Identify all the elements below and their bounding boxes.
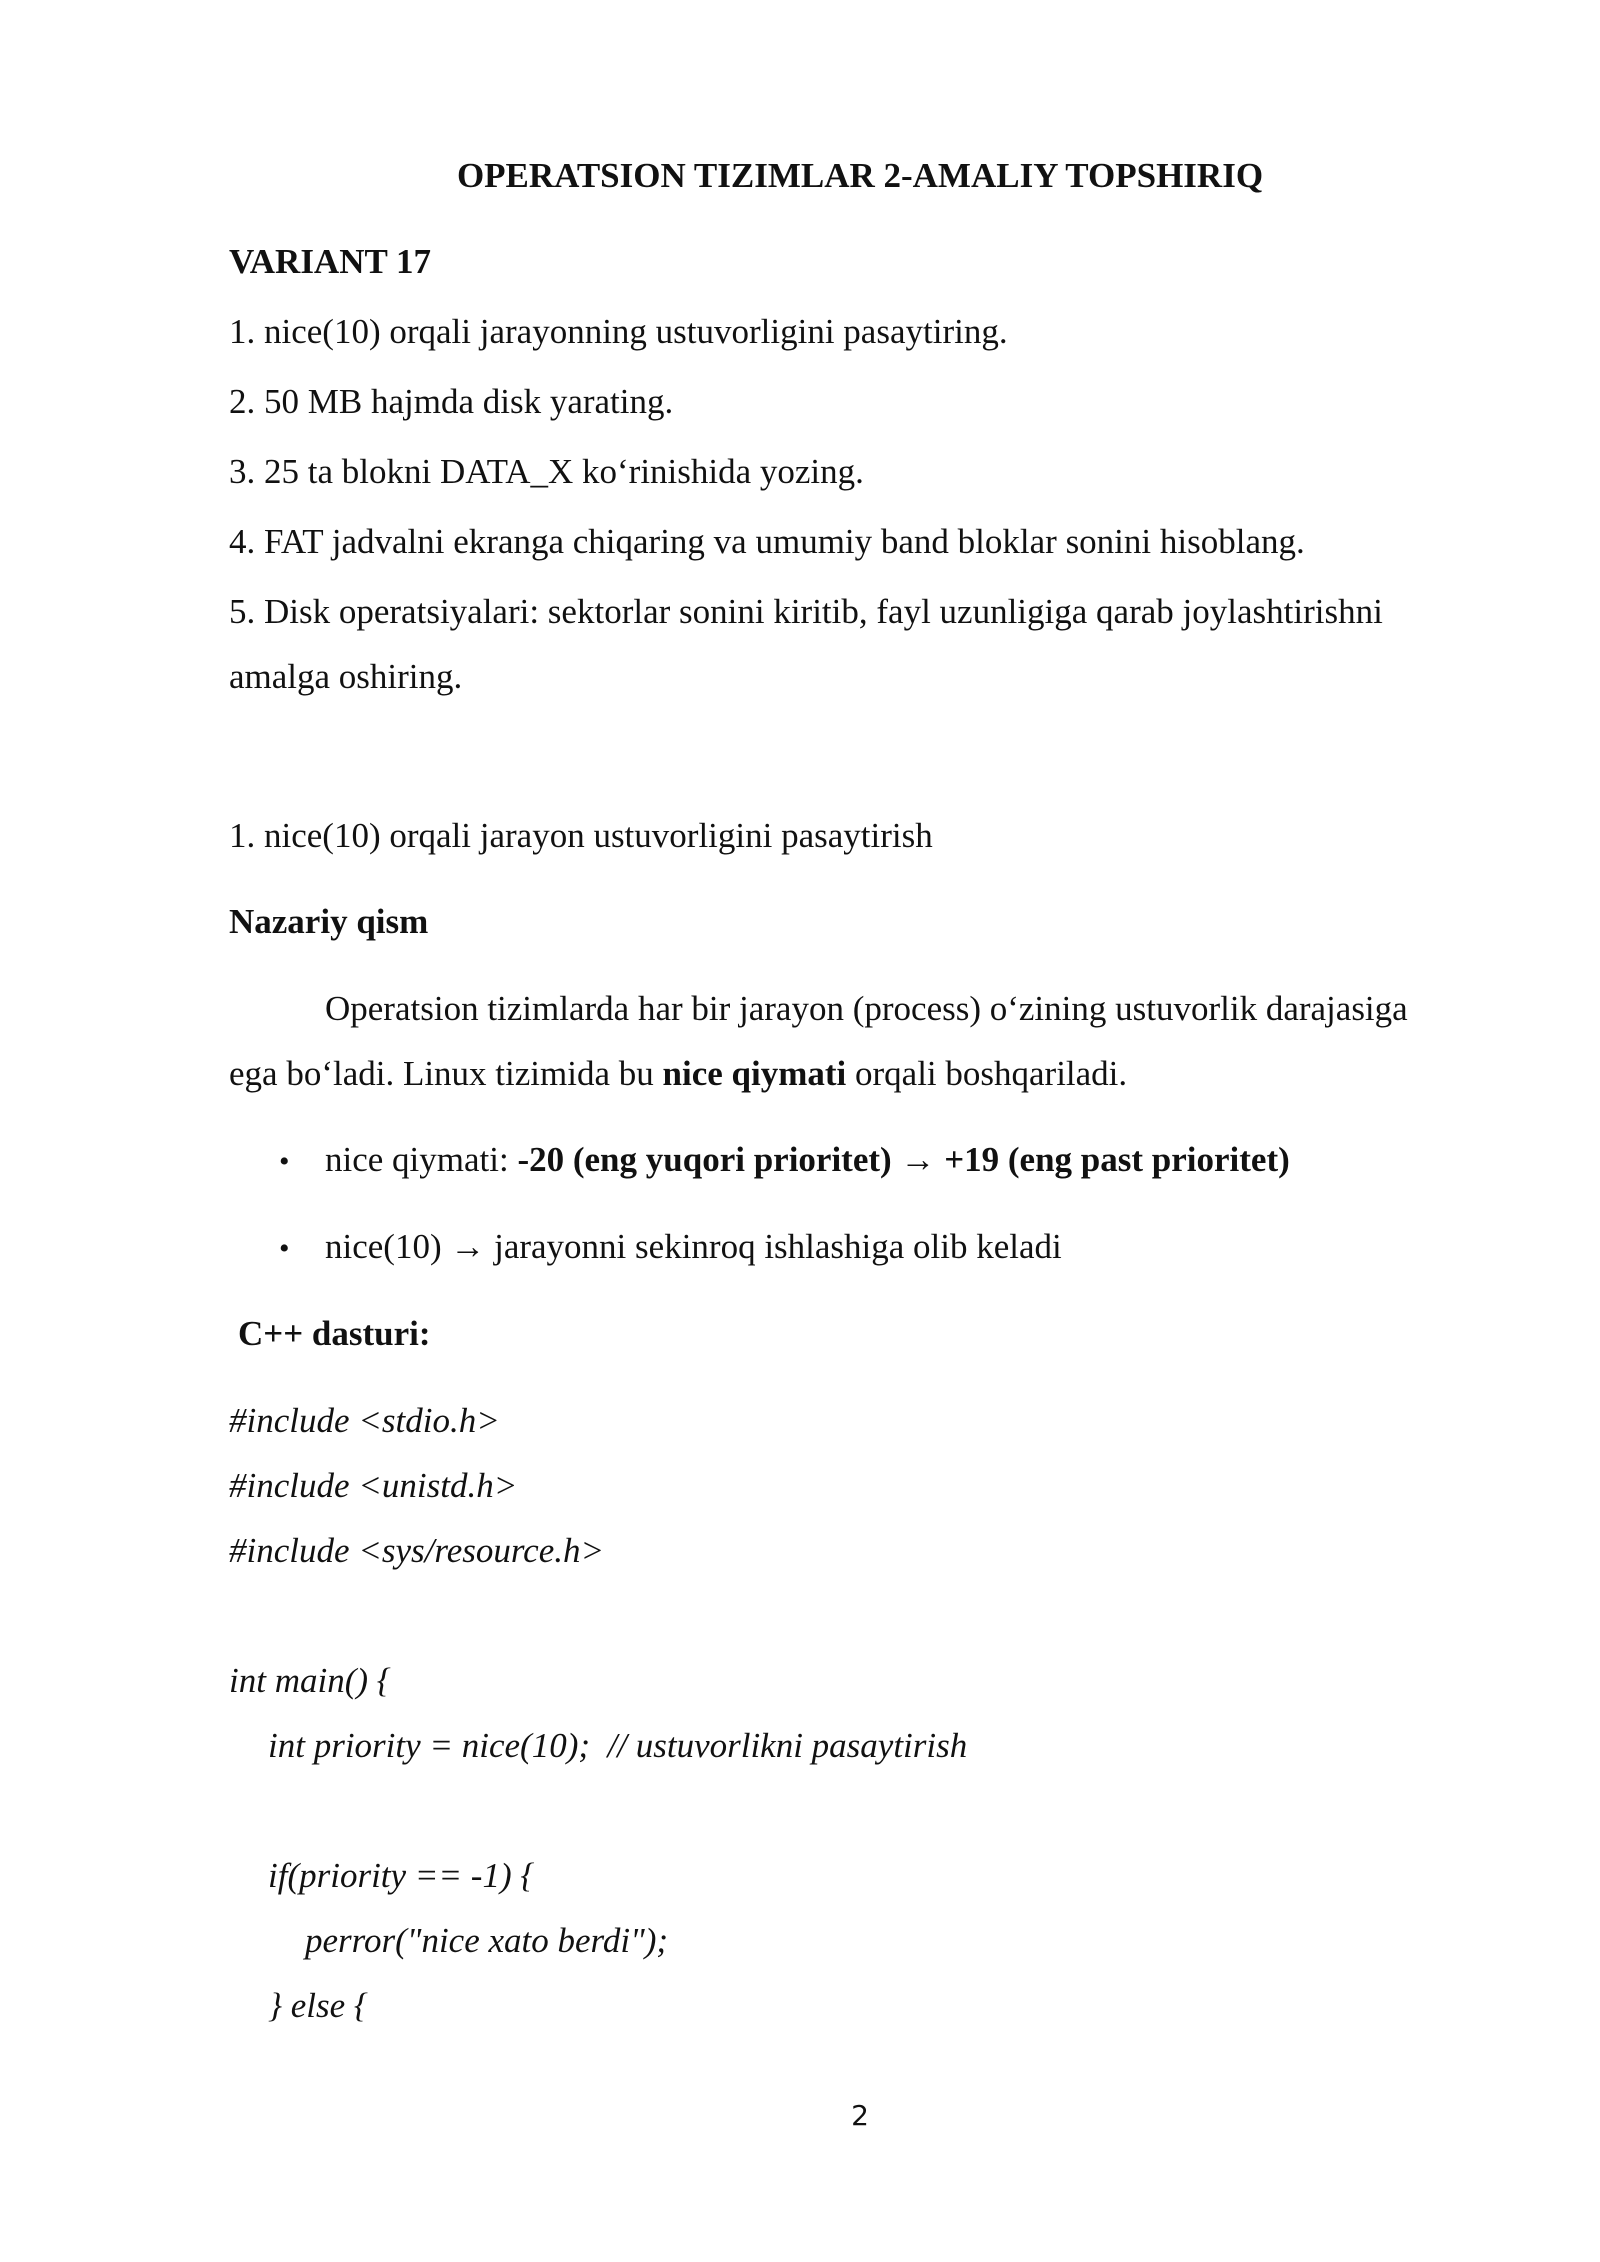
- task-item-5: 5. Disk operatsiyalari: sektorlar sonini kiritib, fayl uzunligiga qarab joylashtirishni: [229, 592, 1383, 631]
- bullet-marker: •: [279, 1145, 290, 1178]
- bullet-text: nice(10): [325, 1227, 451, 1266]
- code-line: #include <sys/resource.h>: [229, 1531, 605, 1570]
- bullet-item-nice-10: [325, 1225, 1062, 1269]
- page-number: 2: [851, 2099, 869, 2132]
- section-heading: 1. nice(10) orqali jarayon ustuvorligini pasaytirish: [229, 816, 933, 855]
- code-line: int main() {: [229, 1661, 391, 1700]
- code-line: int priority = nice(10); // ustuvorlikni pasaytirish: [268, 1726, 968, 1765]
- code-line: if(priority == -1) {: [268, 1856, 535, 1895]
- arrow-icon: →: [450, 1227, 486, 1266]
- theory-paragraph-line-1: Operatsion tizimlarda har bir jarayon (process) o‘zining ustuvorlik darajasiga: [325, 989, 1408, 1028]
- bullet-marker: •: [279, 1232, 290, 1265]
- bullet-bold-range-end: +19 (eng past prioritet): [944, 1140, 1290, 1179]
- task-item-1: 1. nice(10) orqali jarayonning ustuvorligini pasaytiring.: [229, 312, 1008, 351]
- code-line: } else {: [268, 1986, 368, 2025]
- variant-heading: VARIANT 17: [229, 242, 431, 281]
- code-heading: C++ dasturi:: [238, 1314, 431, 1353]
- bullet-text: jarayonni sekinroq ishlashiga olib keladi: [485, 1227, 1062, 1266]
- task-item-4: 4. FAT jadvalni ekranga chiqaring va umumiy band bloklar sonini hisoblang.: [229, 522, 1305, 561]
- code-line: #include <stdio.h>: [229, 1401, 500, 1440]
- task-item-2: 2. 50 MB hajmda disk yarating.: [229, 382, 674, 421]
- bullet-item-nice-range: [325, 1138, 1290, 1182]
- theory-paragraph-line-2: [229, 1052, 1127, 1096]
- theory-text: ega bo‘ladi. Linux tizimida bu: [229, 1054, 663, 1093]
- nice-value-term: nice qiymati: [662, 1054, 847, 1093]
- task-item-5-continued: amalga oshiring.: [229, 657, 463, 696]
- bullet-bold-range-start: -20 (eng yuqori prioritet): [517, 1140, 892, 1179]
- task-item-3: 3. 25 ta blokni DATA_X ko‘rinishida yozing.: [229, 452, 864, 491]
- theory-text: orqali boshqariladi.: [846, 1054, 1128, 1093]
- bullet-text: nice qiymati:: [325, 1140, 518, 1179]
- code-line: #include <unistd.h>: [229, 1466, 518, 1505]
- theory-heading: Nazariy qism: [229, 902, 429, 941]
- arrow-icon: →: [891, 1140, 945, 1179]
- page-title: OPERATSION TIZIMLAR 2-AMALIY TOPSHIRIQ: [456, 156, 1264, 195]
- code-line: perror("nice xato berdi");: [305, 1921, 669, 1960]
